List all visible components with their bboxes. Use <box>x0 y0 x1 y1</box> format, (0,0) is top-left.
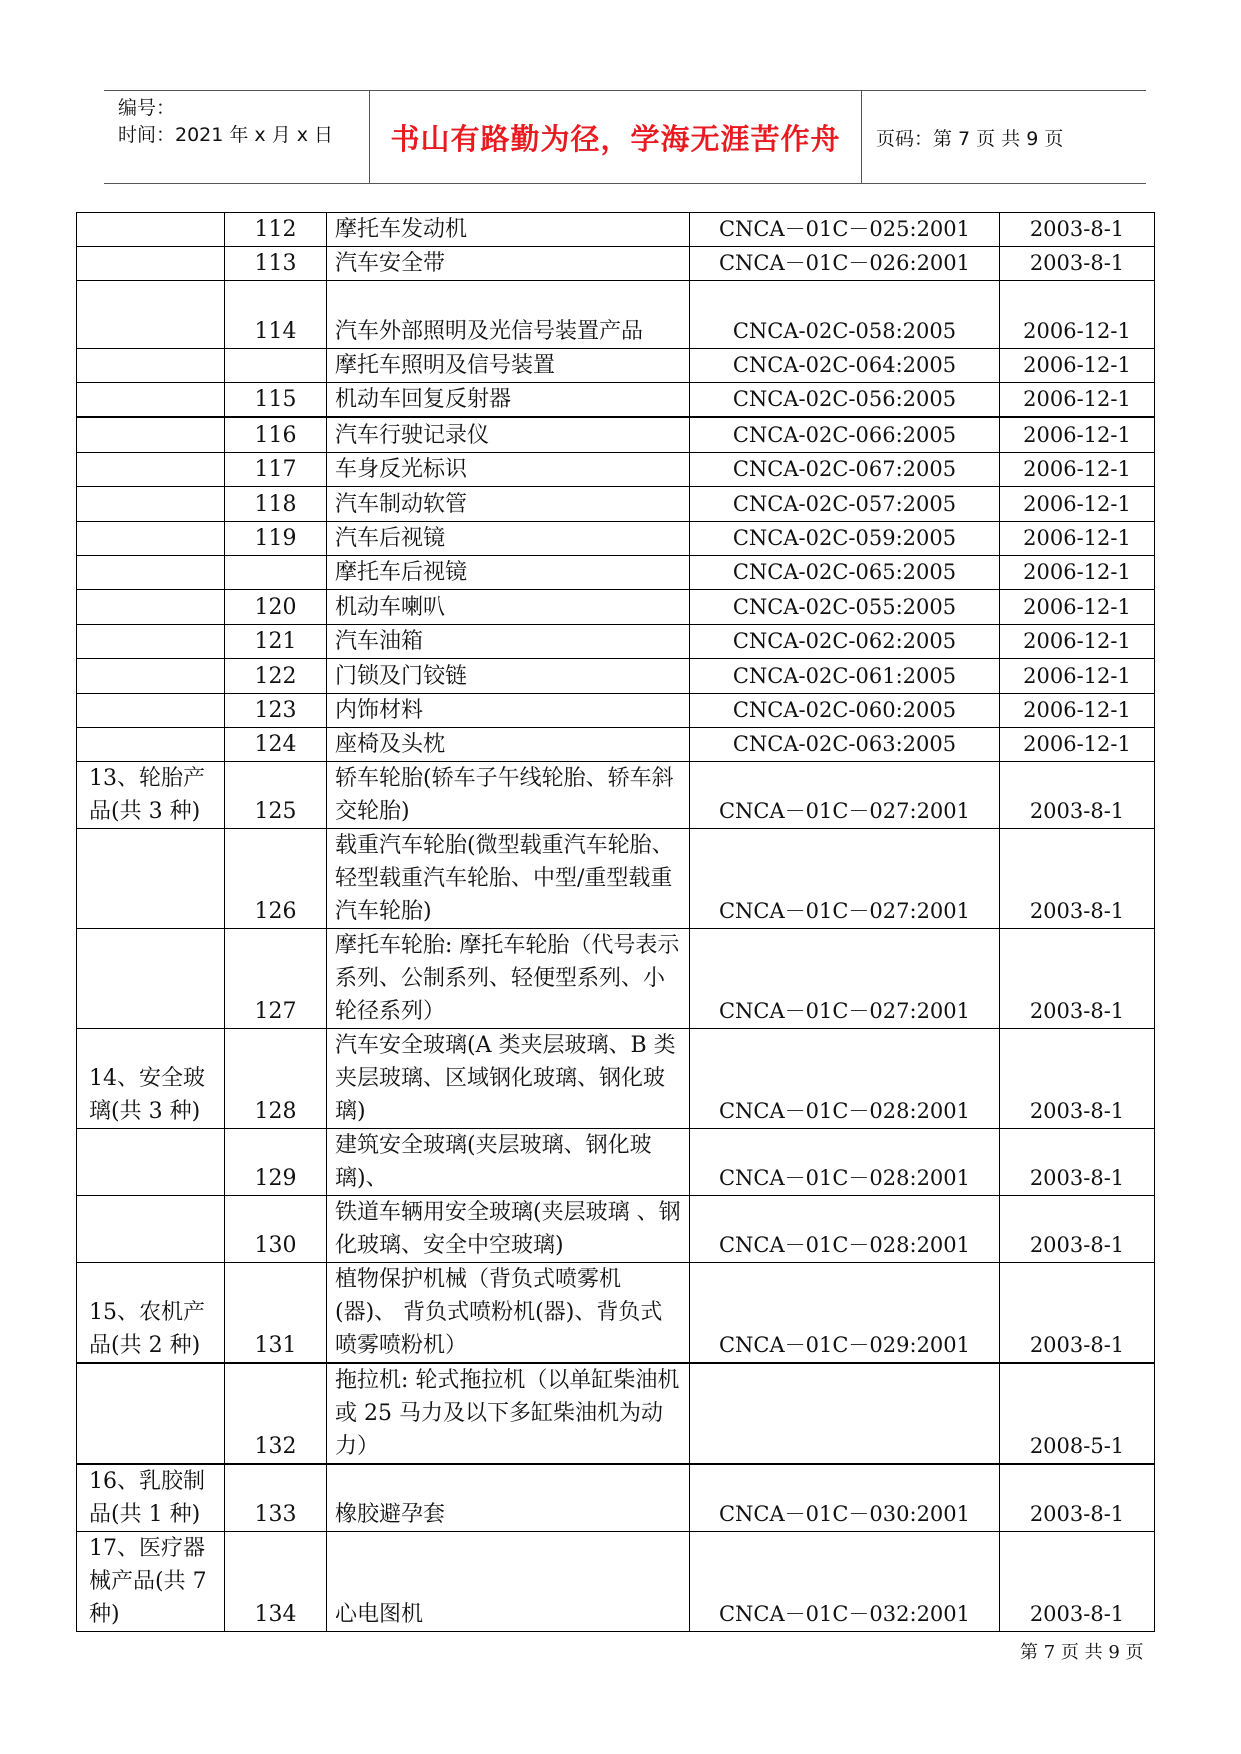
number-cell: 127 <box>225 928 327 1028</box>
number-cell: 131 <box>225 1262 327 1363</box>
category-cell <box>77 928 225 1028</box>
number-cell: 132 <box>225 1363 327 1464</box>
number-cell: 119 <box>225 521 327 555</box>
number-cell: 121 <box>225 624 327 658</box>
table-row <box>77 521 1155 555</box>
date-cell: 2003-8-1 <box>1000 828 1155 928</box>
category-cell <box>77 624 225 658</box>
table-row <box>77 417 1155 452</box>
standard-cell: CNCA－01C－028:2001 <box>690 1195 1000 1262</box>
number-cell: 122 <box>225 658 327 693</box>
document-number-label: 编号： <box>118 97 176 119</box>
date-cell: 2006-12-1 <box>1000 349 1155 383</box>
number-cell: 125 <box>225 761 327 828</box>
category-cell <box>77 1195 225 1262</box>
table-row <box>77 1195 1155 1262</box>
category-cell <box>77 452 225 486</box>
table-row <box>77 727 1155 761</box>
number-cell: 123 <box>225 693 327 727</box>
product-name-cell: 汽车安全玻璃(A 类夹层玻璃、B 类夹层玻璃、区域钢化玻璃、钢化玻璃) <box>327 1028 690 1128</box>
number-cell: 120 <box>225 589 327 624</box>
standard-cell: CNCA-02C-059:2005 <box>690 521 1000 555</box>
number-cell: 126 <box>225 828 327 928</box>
standard-cell: CNCA－01C－025:2001 <box>690 213 1000 247</box>
number-cell <box>225 555 327 589</box>
category-cell: 16、乳胶制品(共 1 种) <box>77 1464 225 1532</box>
table-row <box>77 1363 1155 1464</box>
category-cell <box>77 727 225 761</box>
table-row <box>77 624 1155 658</box>
number-cell: 124 <box>225 727 327 761</box>
standard-cell: CNCA－01C－027:2001 <box>690 761 1000 828</box>
number-cell: 115 <box>225 383 327 418</box>
date-cell: 2006-12-1 <box>1000 486 1155 521</box>
table-row <box>77 349 1155 383</box>
table-row <box>77 452 1155 486</box>
table-row <box>77 1464 1155 1532</box>
product-name-cell: 汽车油箱 <box>327 624 690 658</box>
table-row <box>77 486 1155 521</box>
category-cell <box>77 658 225 693</box>
category-cell <box>77 281 225 349</box>
table-row <box>77 1028 1155 1128</box>
standard-cell: CNCA-02C-066:2005 <box>690 417 1000 452</box>
date-cell: 2003-8-1 <box>1000 1195 1155 1262</box>
product-name-cell: 载重汽车轮胎(微型载重汽车轮胎、轻型载重汽车轮胎、中型/重型载重汽车轮胎) <box>327 828 690 928</box>
category-cell <box>77 693 225 727</box>
table-row <box>77 828 1155 928</box>
product-name-cell: 摩托车照明及信号装置 <box>327 349 690 383</box>
date-cell: 2006-12-1 <box>1000 383 1155 418</box>
table-row <box>77 213 1155 247</box>
standard-cell: CNCA－01C－027:2001 <box>690 828 1000 928</box>
product-name-cell: 汽车行驶记录仪 <box>327 417 690 452</box>
table-row <box>77 589 1155 624</box>
product-name-cell: 汽车外部照明及光信号装置产品 <box>327 281 690 349</box>
standard-cell: CNCA-02C-061:2005 <box>690 658 1000 693</box>
date-cell: 2008-5-1 <box>1000 1363 1155 1464</box>
standard-cell: CNCA-02C-055:2005 <box>690 589 1000 624</box>
product-name-cell: 摩托车轮胎: 摩托车轮胎（代号表示系列、公制系列、轻便型系列、小轮径系列） <box>327 928 690 1028</box>
table-row <box>77 1262 1155 1363</box>
table-row <box>77 555 1155 589</box>
date-cell: 2006-12-1 <box>1000 281 1155 349</box>
product-name-cell: 摩托车发动机 <box>327 213 690 247</box>
product-name-cell: 车身反光标识 <box>327 452 690 486</box>
number-cell: 118 <box>225 486 327 521</box>
product-name-cell: 门锁及门铰链 <box>327 658 690 693</box>
category-cell: 13、轮胎产品(共 3 种) <box>77 761 225 828</box>
product-name-cell: 植物保护机械（背负式喷雾机(器)、 背负式喷粉机(器)、背负式喷雾喷粉机） <box>327 1262 690 1363</box>
standard-cell: CNCA－01C－028:2001 <box>690 1128 1000 1195</box>
category-cell <box>77 247 225 281</box>
table-row <box>77 1128 1155 1195</box>
category-cell <box>77 383 225 418</box>
number-cell: 114 <box>225 281 327 349</box>
date-cell: 2003-8-1 <box>1000 1262 1155 1363</box>
product-name-cell: 机动车喇叭 <box>327 589 690 624</box>
category-cell <box>77 417 225 452</box>
product-name-cell: 汽车后视镜 <box>327 521 690 555</box>
standard-cell: CNCA-02C-062:2005 <box>690 624 1000 658</box>
date-cell: 2006-12-1 <box>1000 624 1155 658</box>
standard-cell: CNCA-02C-067:2005 <box>690 452 1000 486</box>
number-cell: 134 <box>225 1531 327 1631</box>
category-cell <box>77 555 225 589</box>
date-cell: 2003-8-1 <box>1000 761 1155 828</box>
date-cell: 2006-12-1 <box>1000 452 1155 486</box>
category-cell <box>77 1128 225 1195</box>
date-cell: 2003-8-1 <box>1000 247 1155 281</box>
standard-cell: CNCA-02C-056:2005 <box>690 383 1000 418</box>
page-header <box>104 90 1146 184</box>
date-cell: 2006-12-1 <box>1000 555 1155 589</box>
category-cell: 15、农机产品(共 2 种) <box>77 1262 225 1363</box>
number-cell: 117 <box>225 452 327 486</box>
number-cell <box>225 349 327 383</box>
number-cell: 130 <box>225 1195 327 1262</box>
standard-cell: CNCA－01C－027:2001 <box>690 928 1000 1028</box>
product-name-cell: 座椅及头枕 <box>327 727 690 761</box>
product-name-cell: 轿车轮胎(轿车子午线轮胎、轿车斜交轮胎) <box>327 761 690 828</box>
product-name-cell: 摩托车后视镜 <box>327 555 690 589</box>
product-name-cell: 拖拉机: 轮式拖拉机（以单缸柴油机或 25 马力及以下多缸柴油机为动力） <box>327 1363 690 1464</box>
table-row <box>77 1531 1155 1631</box>
category-cell <box>77 521 225 555</box>
standard-cell: CNCA－01C－026:2001 <box>690 247 1000 281</box>
header-page-label: 页码：第 7 页 共 9 页 <box>876 127 1064 150</box>
product-name-cell: 汽车安全带 <box>327 247 690 281</box>
document-time-label: 时间：2021 年 x 月 x 日 <box>118 124 334 146</box>
product-name-cell: 建筑安全玻璃(夹层玻璃、钢化玻璃)、 <box>327 1128 690 1195</box>
standard-cell: CNCA-02C-057:2005 <box>690 486 1000 521</box>
category-cell <box>77 213 225 247</box>
standard-cell: CNCA－01C－032:2001 <box>690 1531 1000 1631</box>
standard-cell: CNCA－01C－029:2001 <box>690 1262 1000 1363</box>
number-cell: 128 <box>225 1028 327 1128</box>
table-row <box>77 247 1155 281</box>
product-name-cell: 机动车回复反射器 <box>327 383 690 418</box>
table-body <box>77 213 1155 1632</box>
date-cell: 2006-12-1 <box>1000 417 1155 452</box>
standard-cell: CNCA-02C-058:2005 <box>690 281 1000 349</box>
date-cell: 2006-12-1 <box>1000 658 1155 693</box>
table-row <box>77 693 1155 727</box>
standard-cell: CNCA-02C-060:2005 <box>690 693 1000 727</box>
product-name-cell: 心电图机 <box>327 1531 690 1631</box>
header-motto: 书山有路勤为径，学海无涯苦作舟 <box>370 91 862 183</box>
category-cell <box>77 828 225 928</box>
date-cell: 2003-8-1 <box>1000 1028 1155 1128</box>
date-cell: 2006-12-1 <box>1000 589 1155 624</box>
category-cell <box>77 589 225 624</box>
standard-cell: CNCA-02C-065:2005 <box>690 555 1000 589</box>
date-cell: 2003-8-1 <box>1000 1531 1155 1631</box>
number-cell: 133 <box>225 1464 327 1532</box>
product-name-cell: 铁道车辆用安全玻璃(夹层玻璃 、钢化玻璃、安全中空玻璃) <box>327 1195 690 1262</box>
category-cell <box>77 349 225 383</box>
certification-table <box>76 212 1155 1632</box>
page-footer: 第 7 页 共 9 页 <box>1020 1642 1144 1663</box>
standard-cell: CNCA－01C－028:2001 <box>690 1028 1000 1128</box>
standard-cell: CNCA－01C－030:2001 <box>690 1464 1000 1532</box>
table-row <box>77 928 1155 1028</box>
number-cell: 129 <box>225 1128 327 1195</box>
date-cell: 2006-12-1 <box>1000 521 1155 555</box>
table-row <box>77 658 1155 693</box>
product-name-cell: 内饰材料 <box>327 693 690 727</box>
table-row <box>77 761 1155 828</box>
category-cell: 17、医疗器械产品(共 7 种) <box>77 1531 225 1631</box>
number-cell: 112 <box>225 213 327 247</box>
category-cell: 14、安全玻璃(共 3 种) <box>77 1028 225 1128</box>
category-cell <box>77 1363 225 1464</box>
table-row <box>77 383 1155 418</box>
date-cell: 2003-8-1 <box>1000 928 1155 1028</box>
standard-cell: CNCA-02C-064:2005 <box>690 349 1000 383</box>
number-cell: 116 <box>225 417 327 452</box>
date-cell: 2006-12-1 <box>1000 693 1155 727</box>
standard-cell <box>690 1363 1000 1464</box>
header-left <box>104 91 370 183</box>
standard-cell: CNCA-02C-063:2005 <box>690 727 1000 761</box>
date-cell: 2003-8-1 <box>1000 1128 1155 1195</box>
table-row <box>77 281 1155 349</box>
product-name-cell: 汽车制动软管 <box>327 486 690 521</box>
date-cell: 2006-12-1 <box>1000 727 1155 761</box>
date-cell: 2003-8-1 <box>1000 1464 1155 1532</box>
category-cell <box>77 486 225 521</box>
date-cell: 2003-8-1 <box>1000 213 1155 247</box>
product-name-cell: 橡胶避孕套 <box>327 1464 690 1532</box>
number-cell: 113 <box>225 247 327 281</box>
